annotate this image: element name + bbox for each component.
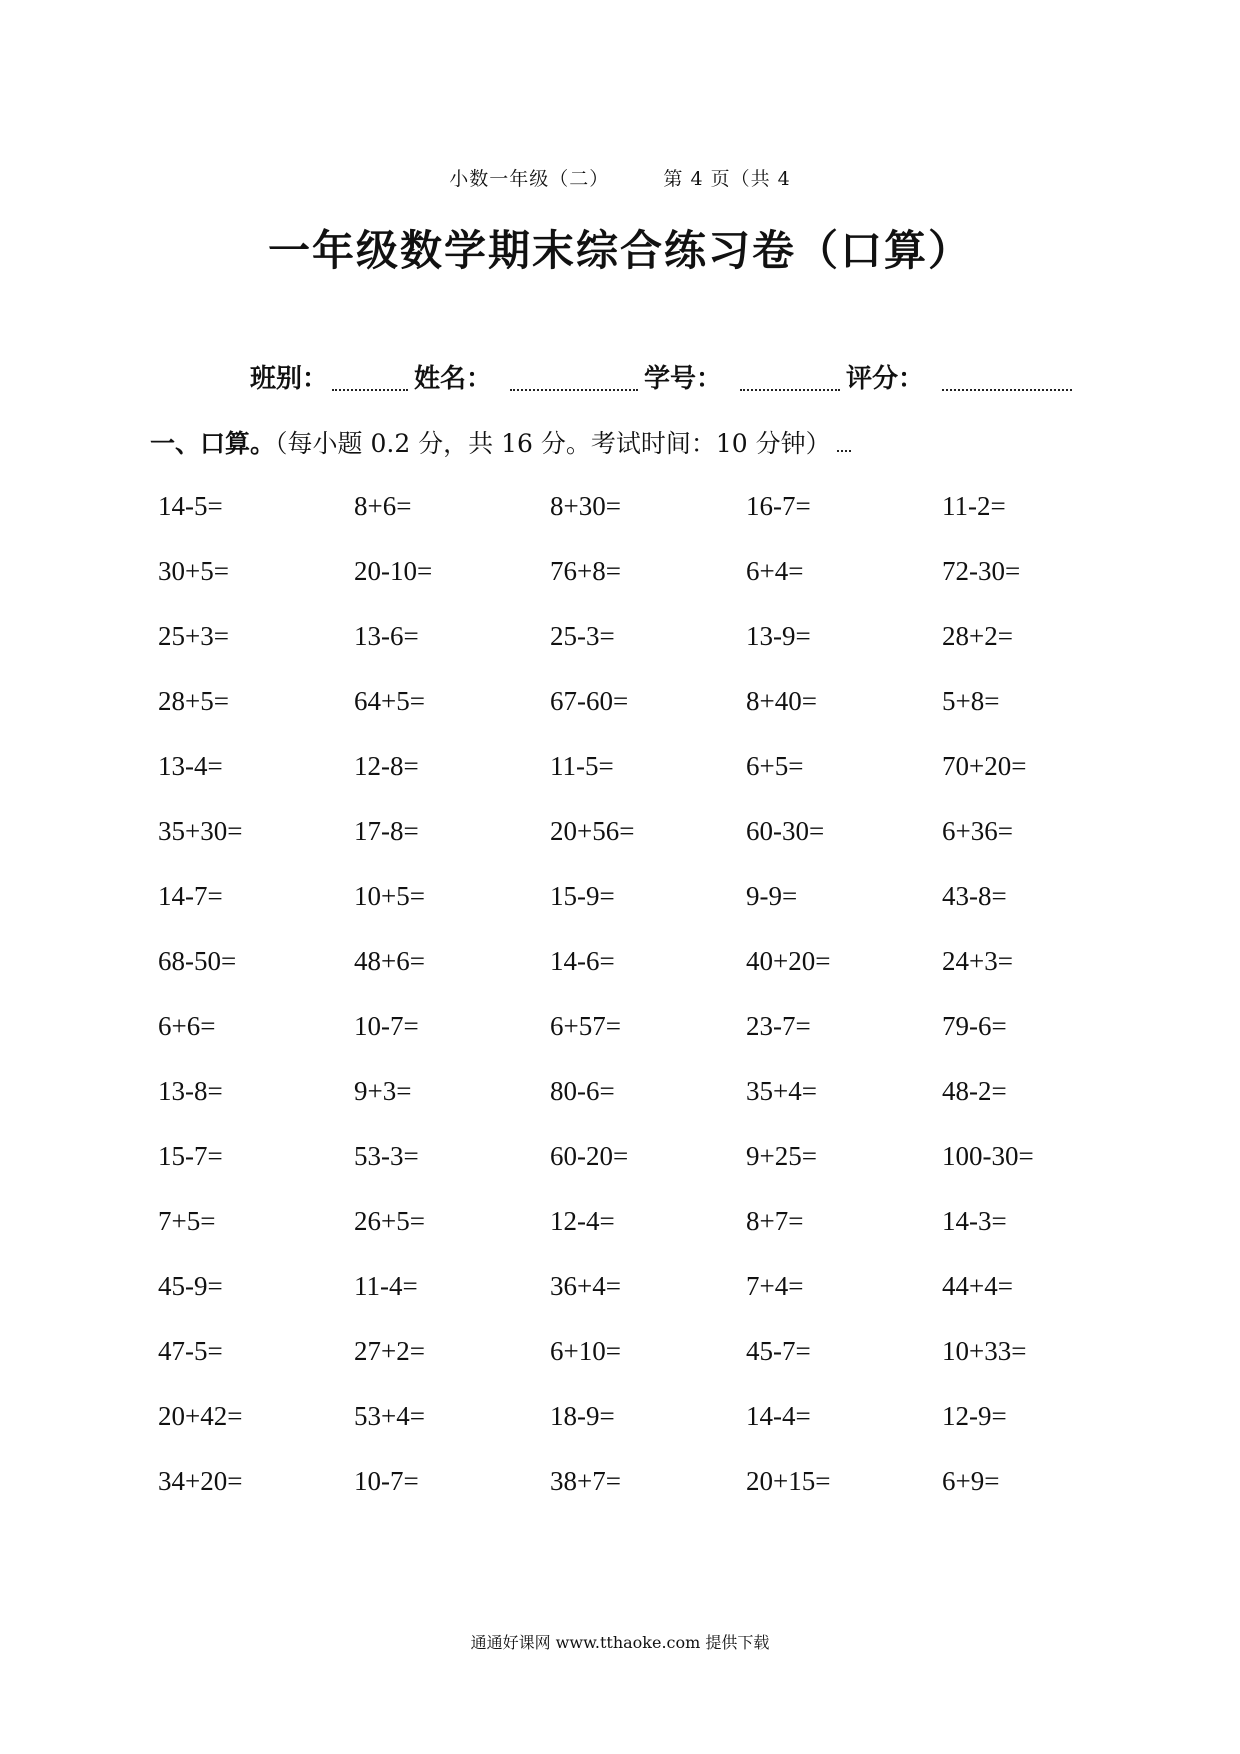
arithmetic-problem: 13-9= [746, 621, 811, 651]
arithmetic-problem: 24+3= [942, 946, 1013, 976]
arithmetic-problem: 79-6= [942, 1011, 1007, 1041]
class-label: 班别： [250, 364, 329, 394]
arithmetic-problem: 14-4= [746, 1401, 811, 1431]
arithmetic-problem: 12-8= [354, 751, 419, 781]
header-page-number: 第 4 页（共 4 [663, 168, 791, 190]
arithmetic-problem: 34+20= [158, 1466, 243, 1496]
arithmetic-problem: 45-9= [158, 1271, 223, 1301]
section-note: （每小题 0.2 分，共 16 分。考试时间：10 分钟） [275, 429, 831, 458]
arithmetic-problem: 68-50= [158, 946, 237, 976]
arithmetic-problem: 70+20= [942, 751, 1027, 781]
arithmetic-problem: 15-7= [158, 1141, 223, 1171]
arithmetic-problem: 47-5= [158, 1336, 223, 1366]
arithmetic-problem: 7+4= [746, 1271, 804, 1301]
arithmetic-problem: 17-8= [354, 816, 419, 846]
student-info-line [250, 358, 1078, 395]
arithmetic-problem: 27+2= [354, 1336, 425, 1366]
arithmetic-problem: 6+9= [942, 1466, 1000, 1496]
arithmetic-problem: 26+5= [354, 1206, 425, 1236]
arithmetic-problem: 35+30= [158, 816, 243, 846]
arithmetic-problem: 10+5= [354, 881, 425, 911]
arithmetic-problem: 6+5= [746, 751, 804, 781]
arithmetic-problem: 10-7= [354, 1011, 419, 1041]
arithmetic-problem: 28+2= [942, 621, 1013, 651]
arithmetic-problem: 12-4= [550, 1206, 615, 1236]
arithmetic-problem: 5+8= [942, 686, 1000, 716]
arithmetic-problem: 20+42= [158, 1401, 243, 1431]
arithmetic-problem: 38+7= [550, 1466, 621, 1496]
arithmetic-problem: 8+6= [354, 491, 412, 521]
arithmetic-problem: 9+3= [354, 1076, 412, 1106]
section-heading [150, 424, 851, 460]
arithmetic-problem: 48-2= [942, 1076, 1007, 1106]
arithmetic-grid [158, 488, 1138, 1528]
arithmetic-problem: 48+6= [354, 946, 425, 976]
arithmetic-problem: 16-7= [746, 491, 811, 521]
arithmetic-problem: 35+4= [746, 1076, 817, 1106]
arithmetic-problem: 25+3= [158, 621, 229, 651]
arithmetic-problem: 14-3= [942, 1206, 1007, 1236]
arithmetic-problem: 20+56= [550, 816, 635, 846]
arithmetic-problem: 6+6= [158, 1011, 216, 1041]
arithmetic-problem: 53-3= [354, 1141, 419, 1171]
arithmetic-problem: 6+10= [550, 1336, 621, 1366]
arithmetic-problem: 60-30= [746, 816, 825, 846]
class-field[interactable] [332, 359, 408, 391]
arithmetic-problem: 20-10= [354, 556, 433, 586]
arithmetic-problem: 25-3= [550, 621, 615, 651]
arithmetic-problem: 13-4= [158, 751, 223, 781]
arithmetic-problem: 10+33= [942, 1336, 1027, 1366]
arithmetic-problem: 18-9= [550, 1401, 615, 1431]
arithmetic-problem: 80-6= [550, 1076, 615, 1106]
arithmetic-problem: 67-60= [550, 686, 629, 716]
arithmetic-problem: 7+5= [158, 1206, 216, 1236]
arithmetic-problem: 72-30= [942, 556, 1021, 586]
arithmetic-problem: 8+40= [746, 686, 817, 716]
score-label: 评分： [846, 364, 925, 394]
arithmetic-problem: 45-7= [746, 1336, 811, 1366]
arithmetic-problem: 28+5= [158, 686, 229, 716]
arithmetic-problem: 20+15= [746, 1466, 831, 1496]
arithmetic-problem: 13-6= [354, 621, 419, 651]
header-grade: 小数一年级（二） [449, 168, 610, 190]
arithmetic-problem: 43-8= [942, 881, 1007, 911]
arithmetic-problem: 6+57= [550, 1011, 621, 1041]
arithmetic-problem: 60-20= [550, 1141, 629, 1171]
arithmetic-problem: 13-8= [158, 1076, 223, 1106]
number-label: 学号： [644, 364, 723, 394]
arithmetic-problem: 11-4= [354, 1271, 418, 1301]
arithmetic-problem: 23-7= [746, 1011, 811, 1041]
arithmetic-problem: 8+7= [746, 1206, 804, 1236]
page-header [0, 164, 1240, 191]
section-tail-blank [837, 450, 851, 452]
section-label: 一、口算。 [150, 429, 276, 458]
arithmetic-problem: 100-30= [942, 1141, 1034, 1171]
arithmetic-problem: 14-5= [158, 491, 223, 521]
arithmetic-problem: 64+5= [354, 686, 425, 716]
arithmetic-problem: 12-9= [942, 1401, 1007, 1431]
arithmetic-problem: 9-9= [746, 881, 798, 911]
arithmetic-problem: 11-2= [942, 491, 1006, 521]
score-field[interactable] [942, 359, 1072, 391]
arithmetic-problem: 76+8= [550, 556, 621, 586]
name-label: 姓名： [414, 364, 493, 394]
arithmetic-problem: 8+30= [550, 491, 621, 521]
arithmetic-problem: 53+4= [354, 1401, 425, 1431]
page-title: 一年级数学期末综合练习卷（口算） [267, 226, 972, 275]
arithmetic-problem: 14-6= [550, 946, 615, 976]
arithmetic-problem: 14-7= [158, 881, 223, 911]
arithmetic-problem: 40+20= [746, 946, 831, 976]
arithmetic-problem: 9+25= [746, 1141, 817, 1171]
student-number-field[interactable] [740, 359, 840, 391]
arithmetic-problem: 36+4= [550, 1271, 621, 1301]
name-field[interactable] [510, 359, 638, 391]
arithmetic-problem: 44+4= [942, 1271, 1013, 1301]
footer-source: 通通好课网 www.tthaoke.com 提供下载 [470, 1633, 770, 1652]
arithmetic-problem: 15-9= [550, 881, 615, 911]
arithmetic-problem: 10-7= [354, 1466, 419, 1496]
arithmetic-problem: 11-5= [550, 751, 614, 781]
arithmetic-problem: 6+4= [746, 556, 804, 586]
arithmetic-problem: 6+36= [942, 816, 1013, 846]
arithmetic-problem: 30+5= [158, 556, 229, 586]
